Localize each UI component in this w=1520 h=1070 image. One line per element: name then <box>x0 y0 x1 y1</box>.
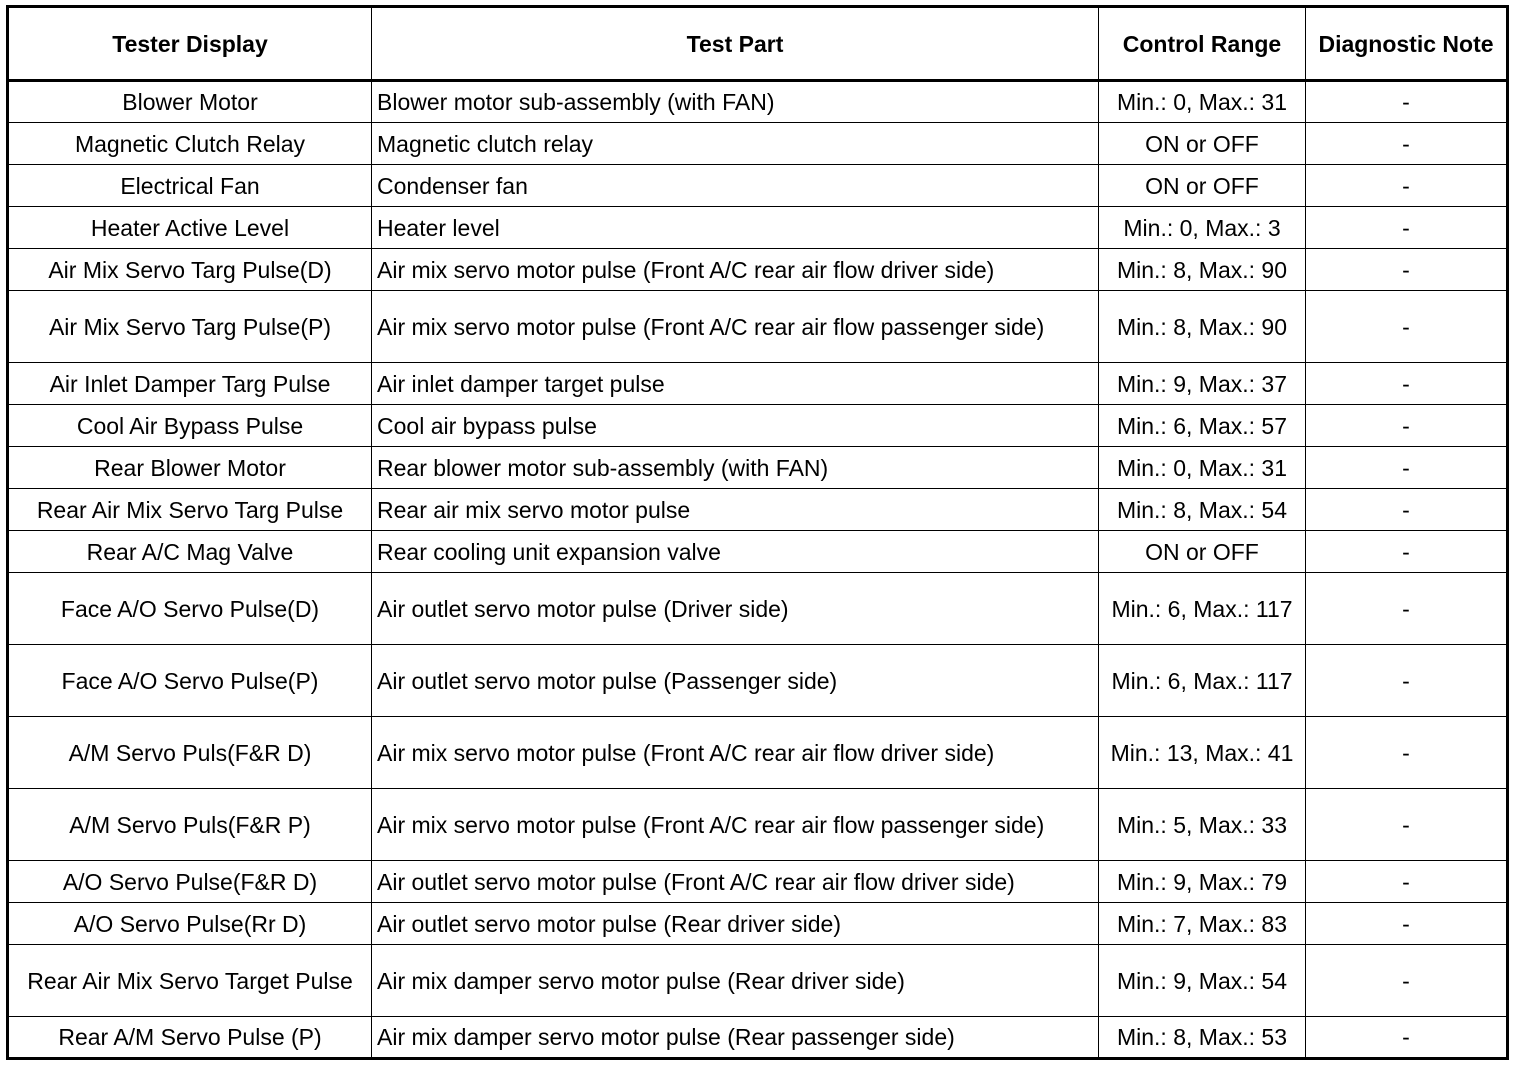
table-row <box>8 717 1508 789</box>
cell-test-part: Condenser fan <box>372 165 1099 207</box>
active-test-table <box>6 5 1509 1060</box>
cell-tester-display: Rear A/C Mag Valve <box>8 531 372 573</box>
cell-diagnostic-note: - <box>1306 207 1508 249</box>
cell-control-range: Min.: 9, Max.: 37 <box>1099 363 1306 405</box>
cell-diagnostic-note: - <box>1306 903 1508 945</box>
table-header <box>8 7 1508 81</box>
cell-diagnostic-note: - <box>1306 489 1508 531</box>
cell-control-range: ON or OFF <box>1099 165 1306 207</box>
cell-diagnostic-note: - <box>1306 291 1508 363</box>
cell-test-part: Air mix servo motor pulse (Front A/C rear air flow driver side) <box>372 717 1099 789</box>
table-row <box>8 573 1508 645</box>
cell-tester-display: A/O Servo Pulse(Rr D) <box>8 903 372 945</box>
cell-diagnostic-note: - <box>1306 573 1508 645</box>
cell-diagnostic-note: - <box>1306 531 1508 573</box>
table-row <box>8 81 1508 123</box>
cell-test-part: Air mix servo motor pulse (Front A/C rear air flow passenger side) <box>372 291 1099 363</box>
cell-diagnostic-note: - <box>1306 363 1508 405</box>
table-row <box>8 645 1508 717</box>
cell-tester-display: Rear Blower Motor <box>8 447 372 489</box>
cell-control-range: Min.: 6, Max.: 57 <box>1099 405 1306 447</box>
cell-test-part: Air outlet servo motor pulse (Driver side) <box>372 573 1099 645</box>
cell-tester-display: Heater Active Level <box>8 207 372 249</box>
cell-diagnostic-note: - <box>1306 789 1508 861</box>
cell-test-part: Air mix damper servo motor pulse (Rear passenger side) <box>372 1017 1099 1059</box>
cell-control-range: Min.: 9, Max.: 54 <box>1099 945 1306 1017</box>
cell-control-range: Min.: 0, Max.: 31 <box>1099 447 1306 489</box>
cell-diagnostic-note: - <box>1306 1017 1508 1059</box>
cell-tester-display: Rear Air Mix Servo Target Pulse <box>8 945 372 1017</box>
cell-control-range: Min.: 8, Max.: 90 <box>1099 291 1306 363</box>
cell-tester-display: Cool Air Bypass Pulse <box>8 405 372 447</box>
cell-control-range: Min.: 6, Max.: 117 <box>1099 645 1306 717</box>
table-row <box>8 249 1508 291</box>
table-row <box>8 207 1508 249</box>
cell-tester-display: Air Mix Servo Targ Pulse(D) <box>8 249 372 291</box>
cell-control-range: Min.: 8, Max.: 54 <box>1099 489 1306 531</box>
cell-diagnostic-note: - <box>1306 81 1508 123</box>
cell-control-range: Min.: 5, Max.: 33 <box>1099 789 1306 861</box>
cell-tester-display: Rear Air Mix Servo Targ Pulse <box>8 489 372 531</box>
header-row <box>8 7 1508 81</box>
table-row <box>8 945 1508 1017</box>
table-row <box>8 789 1508 861</box>
cell-control-range: Min.: 8, Max.: 90 <box>1099 249 1306 291</box>
cell-test-part: Air outlet servo motor pulse (Front A/C rear air flow driver side) <box>372 861 1099 903</box>
cell-tester-display: Electrical Fan <box>8 165 372 207</box>
cell-control-range: ON or OFF <box>1099 531 1306 573</box>
cell-test-part: Air outlet servo motor pulse (Rear driver side) <box>372 903 1099 945</box>
table-row <box>8 405 1508 447</box>
cell-diagnostic-note: - <box>1306 165 1508 207</box>
cell-test-part: Air outlet servo motor pulse (Passenger side) <box>372 645 1099 717</box>
cell-tester-display: Air Inlet Damper Targ Pulse <box>8 363 372 405</box>
cell-diagnostic-note: - <box>1306 249 1508 291</box>
cell-test-part: Blower motor sub-assembly (with FAN) <box>372 81 1099 123</box>
cell-test-part: Magnetic clutch relay <box>372 123 1099 165</box>
cell-control-range: Min.: 9, Max.: 79 <box>1099 861 1306 903</box>
cell-diagnostic-note: - <box>1306 123 1508 165</box>
active-test-table-container <box>6 5 1509 1060</box>
cell-tester-display: Blower Motor <box>8 81 372 123</box>
cell-diagnostic-note: - <box>1306 447 1508 489</box>
table-row <box>8 363 1508 405</box>
cell-diagnostic-note: - <box>1306 405 1508 447</box>
cell-diagnostic-note: - <box>1306 717 1508 789</box>
header-diagnostic-note: Diagnostic Note <box>1306 7 1508 81</box>
cell-control-range: Min.: 0, Max.: 3 <box>1099 207 1306 249</box>
cell-tester-display: A/M Servo Puls(F&R P) <box>8 789 372 861</box>
cell-tester-display: Face A/O Servo Pulse(D) <box>8 573 372 645</box>
table-row <box>8 861 1508 903</box>
cell-test-part: Cool air bypass pulse <box>372 405 1099 447</box>
cell-control-range: Min.: 13, Max.: 41 <box>1099 717 1306 789</box>
cell-control-range: Min.: 8, Max.: 53 <box>1099 1017 1306 1059</box>
cell-test-part: Air mix damper servo motor pulse (Rear driver side) <box>372 945 1099 1017</box>
cell-tester-display: Air Mix Servo Targ Pulse(P) <box>8 291 372 363</box>
header-tester-display: Tester Display <box>8 7 372 81</box>
cell-test-part: Rear air mix servo motor pulse <box>372 489 1099 531</box>
cell-control-range: Min.: 0, Max.: 31 <box>1099 81 1306 123</box>
cell-tester-display: A/M Servo Puls(F&R D) <box>8 717 372 789</box>
cell-diagnostic-note: - <box>1306 645 1508 717</box>
cell-test-part: Air inlet damper target pulse <box>372 363 1099 405</box>
table-row <box>8 1017 1508 1059</box>
table-row <box>8 447 1508 489</box>
cell-tester-display: A/O Servo Pulse(F&R D) <box>8 861 372 903</box>
cell-control-range: Min.: 6, Max.: 117 <box>1099 573 1306 645</box>
table-row <box>8 531 1508 573</box>
cell-test-part: Heater level <box>372 207 1099 249</box>
cell-diagnostic-note: - <box>1306 945 1508 1017</box>
cell-test-part: Rear blower motor sub-assembly (with FAN) <box>372 447 1099 489</box>
cell-test-part: Rear cooling unit expansion valve <box>372 531 1099 573</box>
table-row <box>8 165 1508 207</box>
cell-tester-display: Magnetic Clutch Relay <box>8 123 372 165</box>
cell-test-part: Air mix servo motor pulse (Front A/C rear air flow passenger side) <box>372 789 1099 861</box>
cell-test-part: Air mix servo motor pulse (Front A/C rear air flow driver side) <box>372 249 1099 291</box>
header-test-part: Test Part <box>372 7 1099 81</box>
cell-tester-display: Rear A/M Servo Pulse (P) <box>8 1017 372 1059</box>
table-row <box>8 903 1508 945</box>
table-body <box>8 81 1508 1059</box>
table-row <box>8 123 1508 165</box>
cell-tester-display: Face A/O Servo Pulse(P) <box>8 645 372 717</box>
table-row <box>8 291 1508 363</box>
table-row <box>8 489 1508 531</box>
header-control-range: Control Range <box>1099 7 1306 81</box>
cell-control-range: ON or OFF <box>1099 123 1306 165</box>
cell-control-range: Min.: 7, Max.: 83 <box>1099 903 1306 945</box>
cell-diagnostic-note: - <box>1306 861 1508 903</box>
